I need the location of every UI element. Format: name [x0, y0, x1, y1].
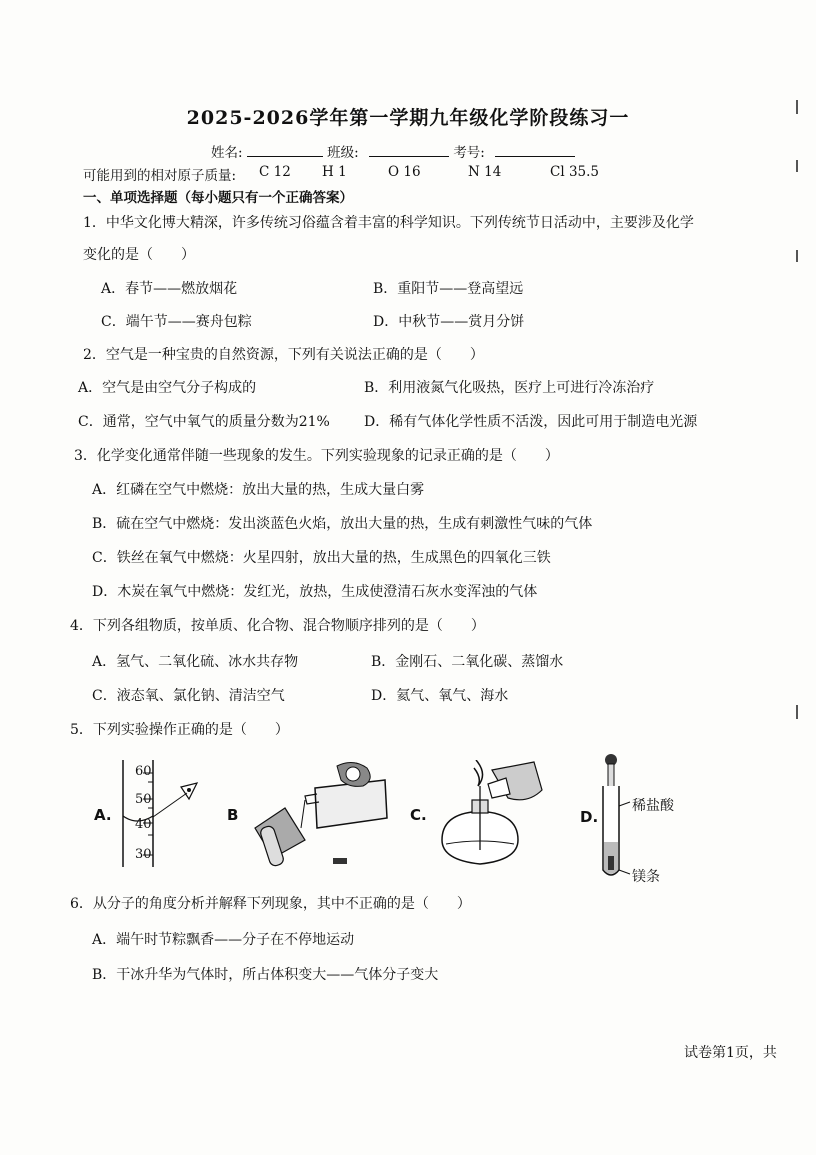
q2-stem: 2．空气是一种宝贵的自然资源，下列有关说法正确的是（ ） — [83, 347, 484, 363]
q2-option-b[interactable]: B．利用液氮气化吸热，医疗上可进行冷冻治疗 — [364, 380, 655, 396]
q3-option-c[interactable]: C．铁丝在氧气中燃烧：火星四射，放出大量的热，生成黑色的四氧化三铁 — [92, 550, 551, 566]
graduated-cylinder-figure — [115, 755, 215, 870]
atomic-mass-cl: Cl 35.5 — [550, 164, 599, 180]
section-heading: 一、单项选择题（每小题只有一个正确答案） — [83, 190, 353, 206]
exam-title: 2025-2026学年第一学期九年级化学阶段练习一 — [186, 107, 630, 129]
q1-option-b[interactable]: B．重阳节——登高望远 — [373, 281, 524, 297]
q5-figure-c-label[interactable]: C. — [410, 806, 427, 824]
class-label: 班级: — [327, 145, 359, 161]
margin-mark — [796, 160, 798, 172]
q5-figure-b-label[interactable]: B — [227, 806, 239, 824]
magnesium-strip-label: 镁条 — [632, 869, 660, 885]
page-footer: 试卷第1页，共 — [684, 1045, 777, 1061]
atomic-mass-label: 可能用到的相对原子质量: — [83, 168, 237, 184]
q5-figure-a-label[interactable]: A. — [94, 806, 112, 824]
q4-option-b[interactable]: B．金刚石、二氧化碳、蒸馏水 — [371, 654, 564, 670]
q1-stem-line1: 1．中华文化博大精深，许多传统习俗蕴含着丰富的科学知识。下列传统节日活动中，主要涉及化学 — [83, 215, 694, 231]
cylinder-tick-40: 40 — [135, 817, 152, 832]
q3-option-d[interactable]: D．木炭在氧气中燃烧：发红光，放热，生成使澄清石灰水变浑浊的气体 — [92, 584, 538, 600]
q2-option-c[interactable]: C．通常，空气中氧气的质量分数为21% — [78, 414, 330, 430]
q2-option-d[interactable]: D．稀有气体化学性质不活泼，因此可用于制造电光源 — [364, 414, 698, 430]
q1-option-c[interactable]: C．端午节——赛舟包粽 — [101, 314, 252, 330]
q3-stem: 3．化学变化通常伴随一些现象的发生。下列实验现象的记录正确的是（ ） — [74, 448, 559, 464]
q6-option-b[interactable]: B．干冰升华为气体时，所占体积变大——气体分子变大 — [92, 967, 439, 983]
q3-option-a[interactable]: A．红磷在空气中燃烧：放出大量的热，生成大量白雾 — [92, 482, 425, 498]
q3-option-b[interactable]: B．硫在空气中燃烧：发出淡蓝色火焰，放出大量的热，生成有刺激性气味的气体 — [92, 516, 593, 532]
pouring-liquid-figure — [245, 758, 395, 870]
q6-stem: 6．从分子的角度分析并解释下列现象，其中不正确的是（ ） — [70, 896, 471, 912]
alcohol-lamp-figure — [432, 760, 552, 872]
q5-figure-d-label[interactable]: D. — [580, 808, 599, 826]
dropper-test-tube-figure — [600, 752, 640, 882]
q6-option-a[interactable]: A．端午时节粽飘香——分子在不停地运动 — [92, 932, 355, 948]
q2-option-a[interactable]: A．空气是由空气分子构成的 — [78, 380, 257, 396]
q4-option-d[interactable]: D．氦气、氧气、海水 — [371, 688, 509, 704]
q1-option-d[interactable]: D．中秋节——赏月分饼 — [373, 314, 525, 330]
atomic-mass-n: N 14 — [468, 164, 502, 180]
q1-option-a[interactable]: A．春节——燃放烟花 — [101, 281, 238, 297]
exam-no-label: 考号: — [453, 145, 485, 161]
class-blank[interactable] — [369, 144, 449, 157]
margin-mark — [796, 250, 798, 262]
atomic-mass-c: C 12 — [259, 164, 291, 180]
q4-option-a[interactable]: A．氢气、二氧化硫、冰水共存物 — [92, 654, 299, 670]
atomic-mass-o: O 16 — [388, 164, 421, 180]
cylinder-tick-50: 50 — [135, 792, 152, 807]
q5-stem: 5．下列实验操作正确的是（ ） — [70, 722, 289, 738]
exam-no-blank[interactable] — [495, 144, 575, 157]
dilute-hcl-label: 稀盐酸 — [632, 798, 674, 814]
q4-option-c[interactable]: C．液态氧、氯化钠、清洁空气 — [92, 688, 285, 704]
q4-stem: 4．下列各组物质，按单质、化合物、混合物顺序排列的是（ ） — [70, 618, 485, 634]
cylinder-tick-30: 30 — [135, 847, 152, 862]
name-blank[interactable] — [247, 144, 323, 157]
student-info-line — [211, 141, 575, 161]
margin-mark — [796, 705, 798, 719]
cylinder-tick-60: 60 — [135, 764, 152, 779]
margin-mark — [796, 100, 798, 114]
name-label: 姓名: — [211, 145, 243, 161]
atomic-mass-h: H 1 — [322, 164, 347, 180]
q1-stem-line2: 变化的是（ ） — [83, 247, 195, 263]
